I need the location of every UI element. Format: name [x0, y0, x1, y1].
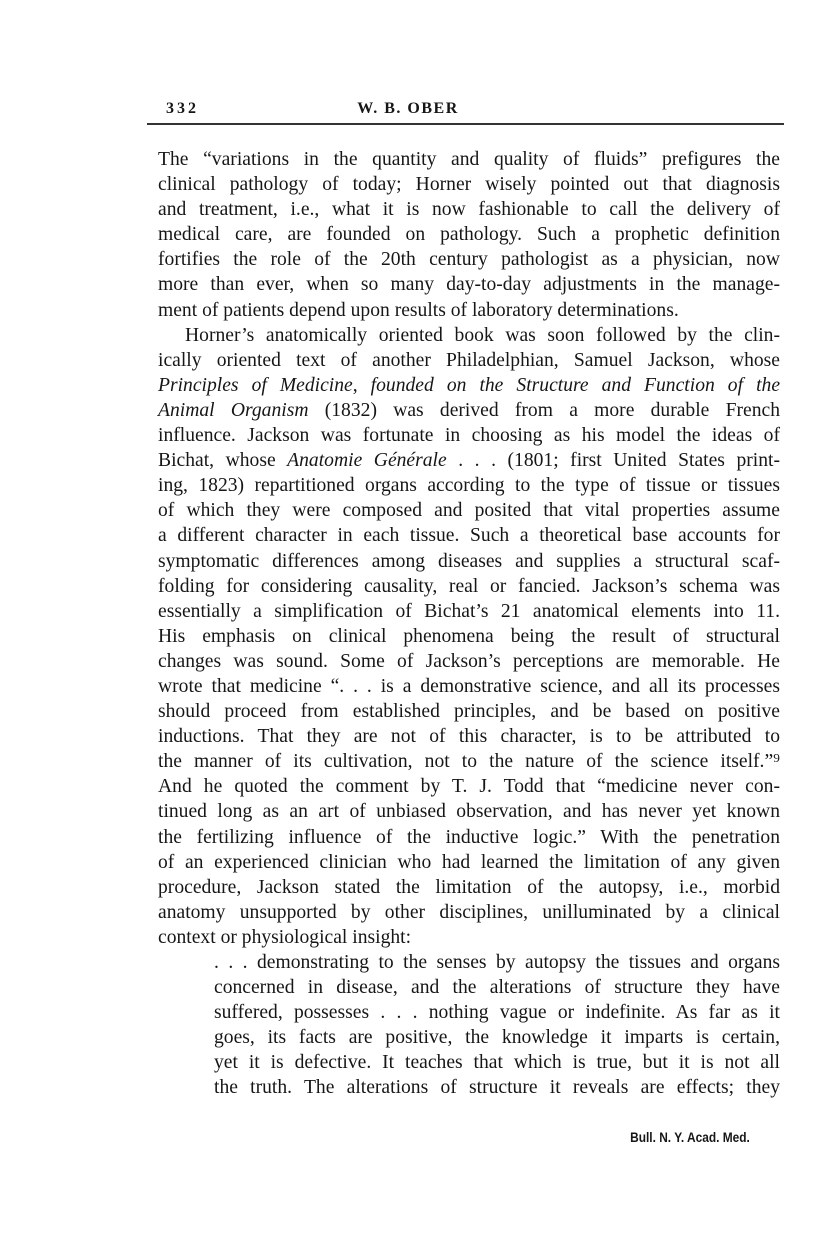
text-line	[158, 523, 780, 548]
text-line	[158, 649, 780, 674]
text-segment: procedure, Jackson stated the limitation of the autopsy, i.e., morbid	[158, 876, 780, 898]
text-line	[158, 323, 780, 348]
text-segment: ically oriented text of another Philadelphian, Samuel Jackson, whose	[158, 349, 780, 371]
text-line	[158, 975, 780, 1000]
text-line	[158, 197, 780, 222]
text-segment: essentially a simplification of Bichat’s 21 anatomical elements into 11.	[158, 600, 780, 622]
running-head: W. B. OBER	[357, 100, 459, 117]
text-segment: Bichat, whose	[158, 450, 288, 472]
page-number: 332	[166, 100, 199, 117]
text-segment: ment of patients depend upon results of laboratory determinations.	[158, 299, 679, 321]
text-line	[158, 724, 780, 749]
text-segment: suffered, possesses . . . nothing vague or indefinite. As far as it	[214, 1002, 780, 1024]
text-segment: fortifies the role of the 20th century pathologist as a physician, now	[158, 249, 780, 271]
paragraph	[158, 323, 780, 950]
text-segment: tinued long as an art of unbiased observation, and has never yet known	[158, 801, 780, 823]
text-line	[158, 272, 780, 297]
text-segment: a different character in each tissue. Such a theoretical base accounts for	[158, 525, 780, 547]
text-segment: more than ever, when so many day-to-day adjustments in the manage-	[158, 274, 780, 296]
text-segment: inductions. That they are not of this character, is to be attributed to	[158, 726, 780, 748]
text-line	[158, 925, 780, 950]
text-line	[158, 1050, 780, 1075]
text-line	[158, 348, 780, 373]
text-segment: His emphasis on clinical phenomena being the result of structural	[158, 625, 780, 647]
text-segment: the fertilizing influence of the inductive logic.” With the penetration	[158, 826, 780, 848]
italic-title: founded on the Structure and Function of the	[370, 374, 781, 396]
text-line	[158, 448, 780, 473]
text-segment: changes was sound. Some of Jackson’s perceptions are memorable. He	[158, 650, 780, 672]
text-line	[158, 549, 780, 574]
text-line	[158, 298, 780, 323]
text-segment: . . . (1801; first United States print-	[446, 450, 780, 472]
text-line	[158, 950, 780, 975]
text-line	[158, 247, 780, 272]
text-line	[158, 799, 780, 824]
text-segment: symptomatic differences among diseases and supplies a structural scaf-	[158, 550, 780, 572]
text-line	[158, 825, 780, 850]
text-line	[158, 749, 780, 774]
text-segment: wrote that medicine “. . . is a demonstrative science, and all its processes	[158, 675, 780, 697]
text-line	[158, 423, 780, 448]
text-line	[158, 373, 780, 398]
text-segment: (1832) was derived from a more durable French	[308, 399, 781, 421]
text-line	[158, 398, 780, 423]
text-segment: concerned in disease, and the alterations of structure they have	[214, 977, 780, 999]
text-segment: influence. Jackson was fortunate in choosing as his model the ideas of	[158, 425, 780, 447]
italic-title: Anatomie Générale	[287, 450, 447, 472]
text-segment: goes, its facts are positive, the knowledge it imparts is certain,	[214, 1027, 780, 1049]
text-line	[158, 674, 780, 699]
text-line	[158, 599, 780, 624]
body-text	[158, 147, 780, 1101]
header-rule	[147, 123, 784, 125]
text-line	[158, 172, 780, 197]
text-segment: . . . demonstrating to the senses by autopsy the tissues and organs	[214, 952, 780, 973]
text-line	[158, 774, 780, 799]
italic-title: Animal Organism	[158, 399, 309, 421]
text-segment: The “variations in the quantity and quality of fluids” prefigures the	[158, 149, 780, 170]
text-line	[158, 498, 780, 523]
italic-title: Principles of Medicine	[158, 374, 353, 396]
text-line	[158, 574, 780, 599]
text-segment: context or physiological insight:	[158, 926, 412, 948]
text-segment: and treatment, i.e., what it is now fashionable to call the delivery of	[158, 199, 780, 221]
text-segment: should proceed from established principles, and be based on positive	[158, 701, 780, 723]
text-line	[158, 1000, 780, 1025]
text-segment: medical care, are founded on pathology. Such a prophetic definition	[158, 224, 780, 246]
text-line	[158, 1025, 780, 1050]
journal-footer: Bull. N. Y. Acad. Med.	[630, 1129, 750, 1145]
text-line	[158, 1075, 780, 1100]
text-segment: yet it is defective. It teaches that which is true, but it is not all	[214, 1052, 780, 1074]
text-segment: Horner’s anatomically oriented book was soon followed by the clin-	[185, 324, 780, 346]
text-segment: clinical pathology of today; Horner wisely pointed out that diagnosis	[158, 174, 780, 196]
text-segment: of an experienced clinician who had learned the limitation of any given	[158, 851, 780, 873]
text-line	[158, 624, 780, 649]
paragraph	[158, 147, 780, 323]
block-quote	[158, 950, 780, 1101]
text-line	[158, 473, 780, 498]
text-line	[158, 900, 780, 925]
text-segment: of which they were composed and posited that vital properties assume	[158, 500, 780, 522]
text-segment: the manner of its cultivation, not to the nature of the science itself.”⁹	[158, 751, 780, 773]
text-segment: ,	[352, 374, 371, 396]
text-line	[158, 875, 780, 900]
text-line	[158, 850, 780, 875]
text-segment: the truth. The alterations of structure it reveals are effects; they	[214, 1077, 780, 1099]
text-segment: anatomy unsupported by other disciplines, unilluminated by a clinical	[158, 901, 780, 923]
text-line	[158, 147, 780, 172]
text-line	[158, 699, 780, 724]
text-segment: folding for considering causality, real or fancied. Jackson’s schema was	[158, 575, 780, 597]
text-segment: And he quoted the comment by T. J. Todd that “medicine never con-	[158, 776, 780, 798]
text-segment: ing, 1823) repartitioned organs according to the type of tissue or tissues	[158, 475, 780, 497]
text-line	[158, 222, 780, 247]
